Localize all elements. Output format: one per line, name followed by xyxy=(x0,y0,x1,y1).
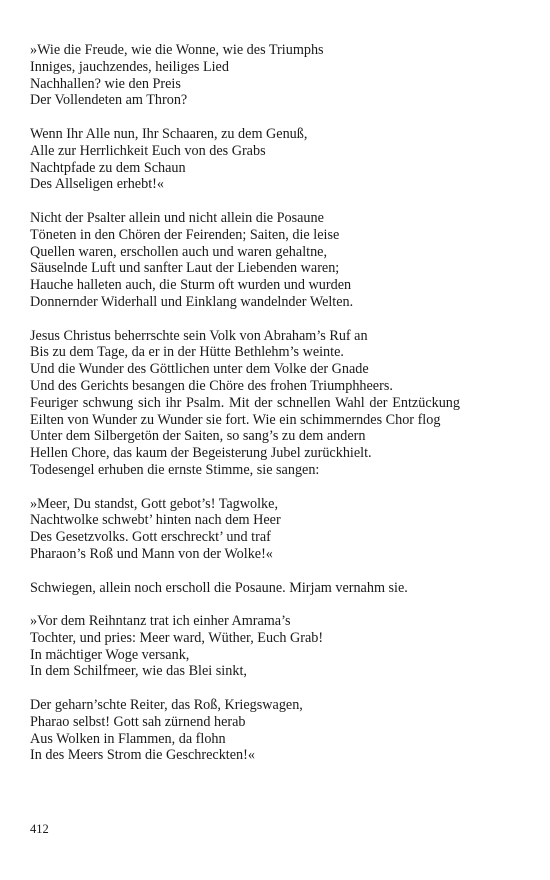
text-line: Und des Gerichts besangen die Chöre des frohen Triumphheers. xyxy=(30,377,393,394)
text-line: Pharaon’s Roß und Mann von der Wolke!« xyxy=(30,545,273,562)
text-line: In dem Schilfmeer, wie das Blei sinkt, xyxy=(30,663,247,680)
stanza-7 xyxy=(30,613,460,680)
text-line: Eilten von Wunder zu Wunder sie fort. Wie ein schimmerndes Chor flog xyxy=(30,411,441,428)
text-line: Jesus Christus beherrschte sein Volk von Abraham’s Ruf an xyxy=(30,327,368,344)
text-line: »Meer, Du standst, Gott gebot’s! Tagwolke, xyxy=(30,495,278,512)
text-line: Unter dem Silbergetön der Saiten, so sang’s zu dem andern xyxy=(30,428,366,445)
text-line: Des Gesetzvolks. Gott erschreckt’ und traf xyxy=(30,529,271,546)
page-number: 412 xyxy=(30,822,49,836)
text-line: »Vor dem Reihntanz trat ich einher Amrama’s xyxy=(30,613,291,630)
text-line: »Wie die Freude, wie die Wonne, wie des Triumphs xyxy=(30,42,324,58)
stanza-4 xyxy=(30,328,460,479)
stanza-3 xyxy=(30,210,460,311)
text-line: Donnernder Widerhall und Einklang wandelnder Welten. xyxy=(30,293,354,310)
text-line: Todesengel erhuben die ernste Stimme, sie sangen: xyxy=(30,461,320,478)
text-line: Nachhallen? wie den Preis xyxy=(30,75,181,92)
stanza-6 xyxy=(30,580,460,597)
text-line: In mächtiger Woge versank, xyxy=(30,646,190,663)
stanza-8 xyxy=(30,697,460,764)
text-line: Alle zur Herrlichkeit Euch von des Grabs xyxy=(30,142,266,159)
text-line: Und die Wunder des Göttlichen unter dem Volke der Gnade xyxy=(30,361,369,378)
text-line: Der geharn’schte Reiter, das Roß, Kriegswagen, xyxy=(30,697,303,714)
stanza-5 xyxy=(30,496,460,563)
text-line: Schwiegen, allein noch erscholl die Posaune. Mirjam vernahm sie. xyxy=(30,579,408,596)
text-line: Pharao selbst! Gott sah zürnend herab xyxy=(30,713,246,730)
text-line: Aus Wolken in Flammen, da flohn xyxy=(30,730,226,747)
text-line: Feuriger schwung sich ihr Psalm. Mit der schnellen Wahl der Entzückung xyxy=(30,394,460,411)
text-line: Tochter, und pries: Meer ward, Wüther, Euch Grab! xyxy=(30,629,324,646)
text-line: Hellen Chore, das kaum der Begeisterung Jubel zurückhielt. xyxy=(30,445,372,462)
text-line: Nachtpfade zu dem Schaun xyxy=(30,159,186,176)
stanza-2 xyxy=(30,126,460,193)
text-line: Quellen waren, erschollen auch und waren gehaltne, xyxy=(30,243,328,260)
text-line: In des Meers Strom die Geschreckten!« xyxy=(30,747,255,764)
text-line: Töneten in den Chören der Feirenden; Saiten, die leise xyxy=(30,226,340,243)
text-line: Inniges, jauchzendes, heiliges Lied xyxy=(30,58,229,75)
text-line: Nicht der Psalter allein und nicht allein die Posaune xyxy=(30,209,324,226)
page-text xyxy=(30,42,460,781)
text-line: Hauche halleten auch, die Sturm oft wurden und wurden xyxy=(30,277,352,294)
text-line: Nachtwolke schwebt’ hinten nach dem Heer xyxy=(30,512,281,529)
text-line: Des Allseligen erhebt!« xyxy=(30,176,164,193)
text-line: Der Vollendeten am Thron? xyxy=(30,92,188,109)
stanza-1 xyxy=(30,42,460,109)
text-line: Säuselnde Luft und sanfter Laut der Liebenden waren; xyxy=(30,260,340,277)
text-line: Bis zu dem Tage, da er in der Hütte Bethlehm’s weinte. xyxy=(30,344,344,361)
text-line: Wenn Ihr Alle nun, Ihr Schaaren, zu dem Genuß, xyxy=(30,125,308,142)
